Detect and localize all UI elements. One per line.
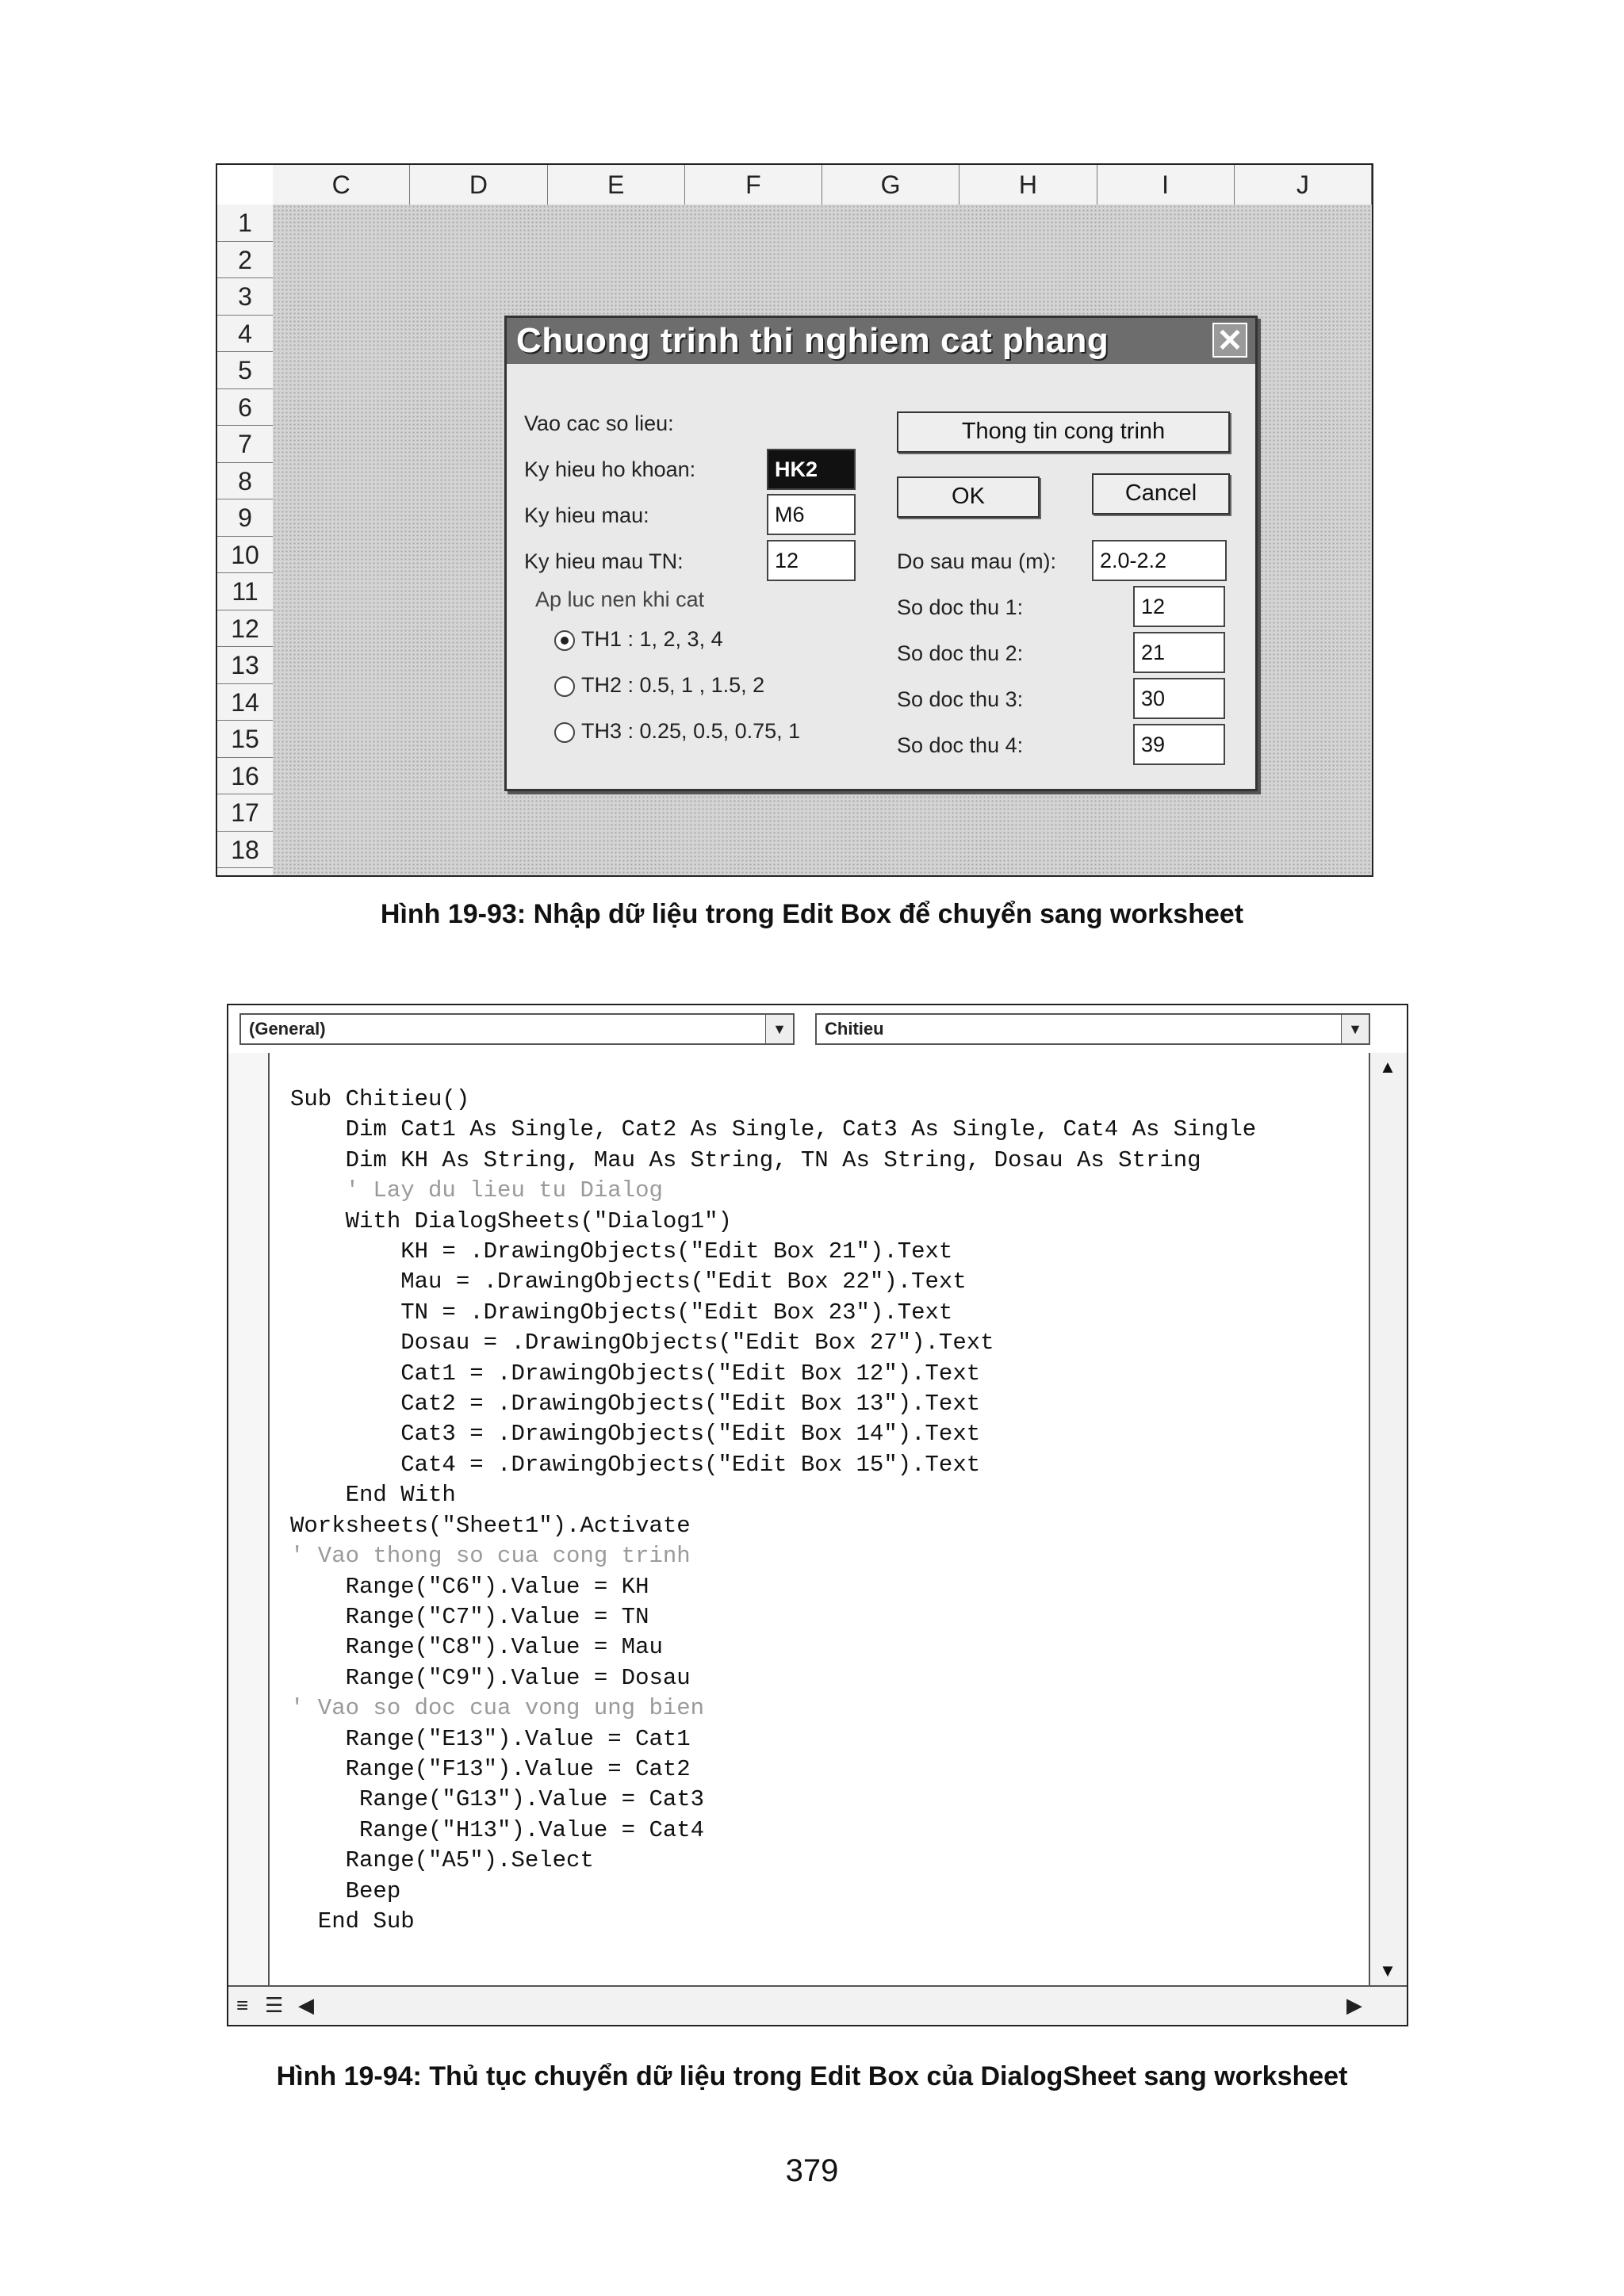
reading-3-edit-box[interactable]: 30 — [1133, 678, 1225, 719]
row-header-cell[interactable]: 15 — [217, 721, 273, 758]
row-header-bar — [217, 205, 274, 875]
depth-label: Do sau mau (m): — [897, 549, 1057, 573]
row-header-cell[interactable]: 9 — [217, 499, 273, 537]
project-info-button[interactable]: Thong tin cong trinh — [897, 411, 1230, 453]
reading-1-label: So doc thu 1: — [897, 595, 1024, 619]
code-line: Beep — [290, 1877, 401, 1904]
sample-edit-box[interactable]: M6 — [767, 494, 856, 535]
code-line: End Sub — [290, 1908, 415, 1934]
procedure-combo[interactable] — [815, 1013, 1370, 1045]
radio-unselected-icon[interactable] — [554, 722, 575, 743]
row-header-cell[interactable]: 17 — [217, 794, 273, 832]
column-header-bar — [273, 165, 1372, 206]
code-line: Worksheets("Sheet1").Activate — [290, 1512, 691, 1539]
row-header-cell[interactable]: 2 — [217, 242, 273, 279]
code-line: With DialogSheets("Dialog1") — [290, 1207, 732, 1234]
column-header-cell[interactable]: C — [273, 165, 410, 205]
code-line: Cat1 = .DrawingObjects("Edit Box 12").Text — [290, 1360, 981, 1387]
radio-option-th1[interactable] — [554, 627, 723, 652]
radio-option-th3[interactable] — [554, 719, 800, 744]
code-line: Cat2 = .DrawingObjects("Edit Box 13").Text — [290, 1391, 981, 1418]
scroll-right-icon[interactable]: ▶ — [1346, 1993, 1362, 2017]
row-header-cell[interactable]: 3 — [217, 278, 273, 316]
object-combo-value: (General) — [249, 1019, 326, 1039]
row-header-cell[interactable]: 8 — [217, 463, 273, 500]
chevron-down-icon[interactable]: ▼ — [765, 1015, 793, 1043]
row-header-cell[interactable]: 14 — [217, 684, 273, 721]
row-header-cell[interactable]: 10 — [217, 537, 273, 574]
code-line: Cat4 = .DrawingObjects("Edit Box 15").Text — [290, 1451, 981, 1478]
code-lines — [290, 1085, 1256, 1937]
column-header-cell[interactable]: G — [822, 165, 959, 205]
close-icon[interactable]: ✕ — [1212, 323, 1247, 358]
radio-option-th2[interactable] — [554, 673, 764, 698]
full-module-view-icon[interactable]: ☰ — [265, 1993, 284, 2017]
cancel-button[interactable]: Cancel — [1092, 473, 1230, 515]
figure-caption-1: Hình 19-93: Nhập dữ liệu trong Edit Box để chuyển sang worksheet — [380, 899, 1244, 929]
procedure-combo-value: Chitieu — [825, 1019, 884, 1039]
code-line: Dosau = .DrawingObjects("Edit Box 27").Text — [290, 1330, 994, 1357]
row-header-cell[interactable]: 13 — [217, 647, 273, 684]
code-line: Range("A5").Select — [290, 1847, 594, 1874]
test-sample-label: Ky hieu mau TN: — [524, 549, 684, 573]
reading-4-edit-box[interactable]: 39 — [1133, 724, 1225, 765]
row-header-cell[interactable]: 5 — [217, 352, 273, 389]
reading-4-label: So doc thu 4: — [897, 733, 1024, 757]
scroll-down-icon[interactable]: ▼ — [1379, 1961, 1396, 1980]
reading-2-label: So doc thu 2: — [897, 641, 1024, 665]
test-sample-edit-box[interactable]: 12 — [767, 540, 856, 581]
code-line: Cat3 = .DrawingObjects("Edit Box 14").Text — [290, 1421, 981, 1448]
row-header-cell[interactable]: 1 — [217, 205, 273, 242]
code-line: Dim Cat1 As Single, Cat2 As Single, Cat3 As Single, Cat4 As Single — [290, 1116, 1257, 1143]
row-header-cell[interactable]: 12 — [217, 610, 273, 648]
chevron-down-icon[interactable]: ▼ — [1341, 1015, 1369, 1043]
code-line: End With — [290, 1482, 456, 1509]
code-line: Range("C7").Value = TN — [290, 1603, 649, 1630]
row-header-cell[interactable]: 18 — [217, 832, 273, 869]
code-comment-line: ' Vao thong so cua cong trinh — [290, 1543, 691, 1570]
figure-caption-2: Hình 19-94: Thủ tục chuyển dữ liệu trong Edit Box của DialogSheet sang worksheet — [276, 2061, 1348, 2091]
column-header-cell[interactable]: D — [410, 165, 547, 205]
code-editor[interactable] — [270, 1053, 1370, 1985]
radio-option-label: TH2 : 0.5, 1 , 1.5, 2 — [581, 673, 765, 697]
hole-edit-box[interactable]: HK2 — [767, 449, 856, 490]
dialog-title: Chuong trinh thi nghiem cat phang — [507, 318, 1255, 364]
object-combo[interactable] — [239, 1013, 795, 1045]
radio-unselected-icon[interactable] — [554, 676, 575, 697]
code-line: Range("H13").Value = Cat4 — [290, 1816, 705, 1843]
reading-1-edit-box[interactable]: 12 — [1133, 586, 1225, 627]
reading-2-edit-box[interactable]: 21 — [1133, 632, 1225, 673]
code-line: Range("C6").Value = KH — [290, 1573, 649, 1600]
code-line: KH = .DrawingObjects("Edit Box 21").Text — [290, 1238, 953, 1265]
row-header-cell[interactable]: 7 — [217, 426, 273, 463]
intro-label: Vao cac so lieu: — [524, 411, 674, 435]
code-line: Dim KH As String, Mau As String, TN As String, Dosau As String — [290, 1146, 1201, 1173]
code-line: Mau = .DrawingObjects("Edit Box 22").Text — [290, 1269, 967, 1295]
code-comment-line: ' Lay du lieu tu Dialog — [290, 1177, 663, 1204]
code-line: Range("G13").Value = Cat3 — [290, 1786, 705, 1813]
row-header-cell[interactable]: 11 — [217, 573, 273, 610]
row-header-cell[interactable]: 6 — [217, 389, 273, 427]
page-number: 379 — [785, 2153, 839, 2188]
vba-code-window — [227, 1004, 1408, 2026]
procedure-view-icon[interactable]: ≡ — [236, 1993, 249, 2017]
column-header-cell[interactable]: F — [685, 165, 822, 205]
column-header-cell[interactable]: E — [548, 165, 685, 205]
column-header-cell[interactable]: I — [1097, 165, 1235, 205]
column-header-cell[interactable]: H — [959, 165, 1097, 205]
row-header-cell[interactable]: 4 — [217, 316, 273, 353]
ok-button[interactable]: OK — [897, 476, 1040, 518]
code-line: Range("C8").Value = Mau — [290, 1634, 663, 1661]
scroll-up-icon[interactable]: ▲ — [1379, 1057, 1396, 1077]
sheet-grid-area — [273, 205, 1372, 875]
radio-option-label: TH1 : 1, 2, 3, 4 — [581, 627, 723, 651]
pressure-group-label: Ap luc nen khi cat — [535, 587, 705, 611]
column-header-cell[interactable]: J — [1235, 165, 1372, 205]
code-line: Range("C9").Value = Dosau — [290, 1664, 691, 1691]
vertical-scrollbar[interactable] — [1369, 1053, 1407, 1985]
code-line: Range("F13").Value = Cat2 — [290, 1755, 691, 1782]
scroll-left-icon[interactable]: ◀ — [298, 1993, 314, 2017]
row-header-cell[interactable]: 16 — [217, 758, 273, 795]
code-line: TN = .DrawingObjects("Edit Box 23").Text — [290, 1299, 953, 1326]
code-line: Sub Chitieu() — [290, 1086, 470, 1112]
depth-edit-box[interactable]: 2.0-2.2 — [1092, 540, 1227, 581]
dialog-box — [504, 316, 1258, 791]
spreadsheet-window — [216, 163, 1373, 877]
hole-label: Ky hieu ho khoan: — [524, 457, 696, 481]
code-line: Range("E13").Value = Cat1 — [290, 1725, 691, 1752]
radio-selected-icon[interactable] — [554, 630, 575, 651]
horizontal-scrollbar[interactable] — [228, 1985, 1407, 2025]
sample-label: Ky hieu mau: — [524, 503, 649, 527]
code-comment-line: ' Vao so doc cua vong ung bien — [290, 1695, 705, 1722]
radio-option-label: TH3 : 0.25, 0.5, 0.75, 1 — [581, 719, 801, 743]
reading-3-label: So doc thu 3: — [897, 687, 1024, 711]
code-margin — [228, 1053, 270, 1985]
